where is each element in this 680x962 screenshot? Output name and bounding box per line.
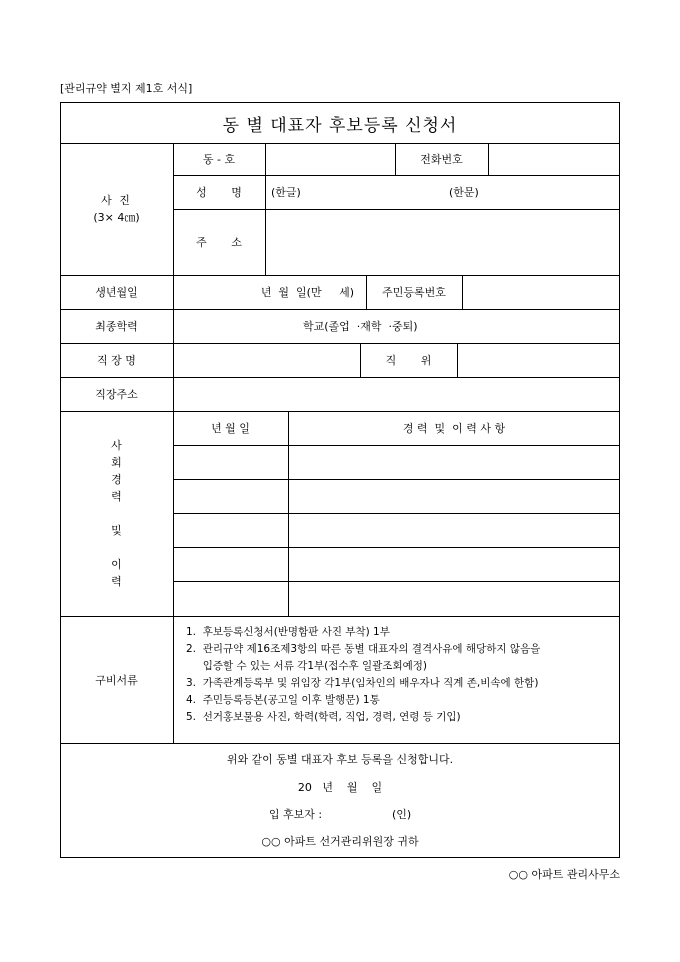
education-label: 최종학력 [95, 320, 138, 333]
career-label-char: 및 [111, 524, 122, 537]
career-date-input[interactable] [173, 445, 288, 479]
career-detail-input[interactable] [288, 581, 620, 616]
applicant-signature[interactable]: 입 후보자 : (인) [268, 808, 412, 821]
birth-field[interactable] [173, 275, 366, 309]
resident-number-field[interactable] [462, 275, 620, 309]
birth-value: 년 월 일(만 세) [260, 286, 354, 299]
career-detail-input[interactable] [288, 445, 620, 479]
career-date-input[interactable] [173, 581, 288, 616]
career-label [60, 411, 173, 616]
recipient-line: ○○ 아파트 선거관리위원장 귀하 [261, 835, 419, 848]
resident-number-label: 주민등록번호 [382, 286, 446, 299]
career-label-char: 회 [111, 456, 122, 469]
career-date-input[interactable] [173, 513, 288, 547]
career-detail-input[interactable] [288, 479, 620, 513]
career-label-char: 이 [111, 558, 122, 571]
career-date-input[interactable] [173, 547, 288, 581]
career-label-char: 경 [111, 473, 122, 486]
declaration-text: 위와 같이 동별 대표자 후보 등록을 신청합니다. [226, 753, 454, 766]
phone-label: 전화번호 [420, 153, 463, 166]
document-item: 2. 관리규약 제16조제3항의 따른 동별 대표자의 결격사유에 해당하지 않음을 [186, 643, 541, 655]
document-item: 1. 후보등록신청서(반명함판 사진 부착) 1부 [186, 626, 390, 638]
address-label: 주 소 [196, 236, 242, 249]
work-address-field[interactable] [173, 377, 620, 411]
documents-list [186, 624, 540, 726]
dong-ho-label: 동 - 호 [202, 153, 236, 166]
birth-label: 생년월일 [95, 286, 138, 299]
document-item: 5. 선거홍보물용 사진, 학력(학력, 직업, 경력, 연령 등 기입) [186, 711, 461, 723]
document-item: 4. 주민등록등본(공고일 이후 발행문) 1통 [186, 694, 380, 706]
career-label-char: 력 [111, 575, 122, 588]
career-detail-header: 경 력 및 이 력 사 항 [402, 422, 506, 435]
career-label-char [115, 539, 119, 556]
management-office: ○○ 아파트 관리사무소 [508, 868, 620, 881]
career-date-header: 년 월 일 [211, 422, 250, 435]
name-hanja-hint: (한문) [449, 186, 479, 199]
career-label-char: 사 [111, 439, 122, 452]
photo-label: 사 진 [101, 194, 132, 207]
position-field[interactable] [457, 343, 620, 377]
photo-box[interactable] [60, 143, 173, 275]
phone-field[interactable] [488, 143, 620, 175]
career-date-input[interactable] [173, 479, 288, 513]
dong-ho-field[interactable] [265, 143, 395, 175]
career-label-char: 력 [111, 490, 122, 503]
document-item: 3. 가족관계등록부 및 위임장 각1부(임차인의 배우자나 직계 존,비속에 한함) [186, 677, 539, 689]
documents-label: 구비서류 [95, 673, 138, 687]
name-label: 성 명 [196, 186, 242, 199]
name-field[interactable] [265, 175, 620, 209]
address-field[interactable] [265, 209, 620, 275]
form-title: 동 별 대표자 후보등록 신청서 [222, 115, 458, 136]
document-item: 입증할 수 있는 서류 각1부(접수후 일괄조회예정) [186, 660, 427, 672]
name-korean-hint: (한글) [271, 186, 301, 199]
education-field[interactable] [173, 309, 620, 343]
education-value: 학교(졸업 ·재학 ·중퇴) [303, 320, 418, 333]
application-date[interactable]: 20 년 월 일 [297, 781, 383, 794]
work-address-label: 직장주소 [95, 388, 138, 401]
position-label: 직 위 [385, 354, 432, 367]
career-label-char [115, 505, 119, 522]
form-reference-note: [관리규약 별지 제1호 서식] [60, 82, 193, 95]
workplace-field[interactable] [173, 343, 360, 377]
workplace-label: 직 장 명 [97, 354, 136, 367]
photo-size: (3× 4㎝) [93, 211, 140, 224]
career-detail-input[interactable] [288, 547, 620, 581]
career-detail-input[interactable] [288, 513, 620, 547]
